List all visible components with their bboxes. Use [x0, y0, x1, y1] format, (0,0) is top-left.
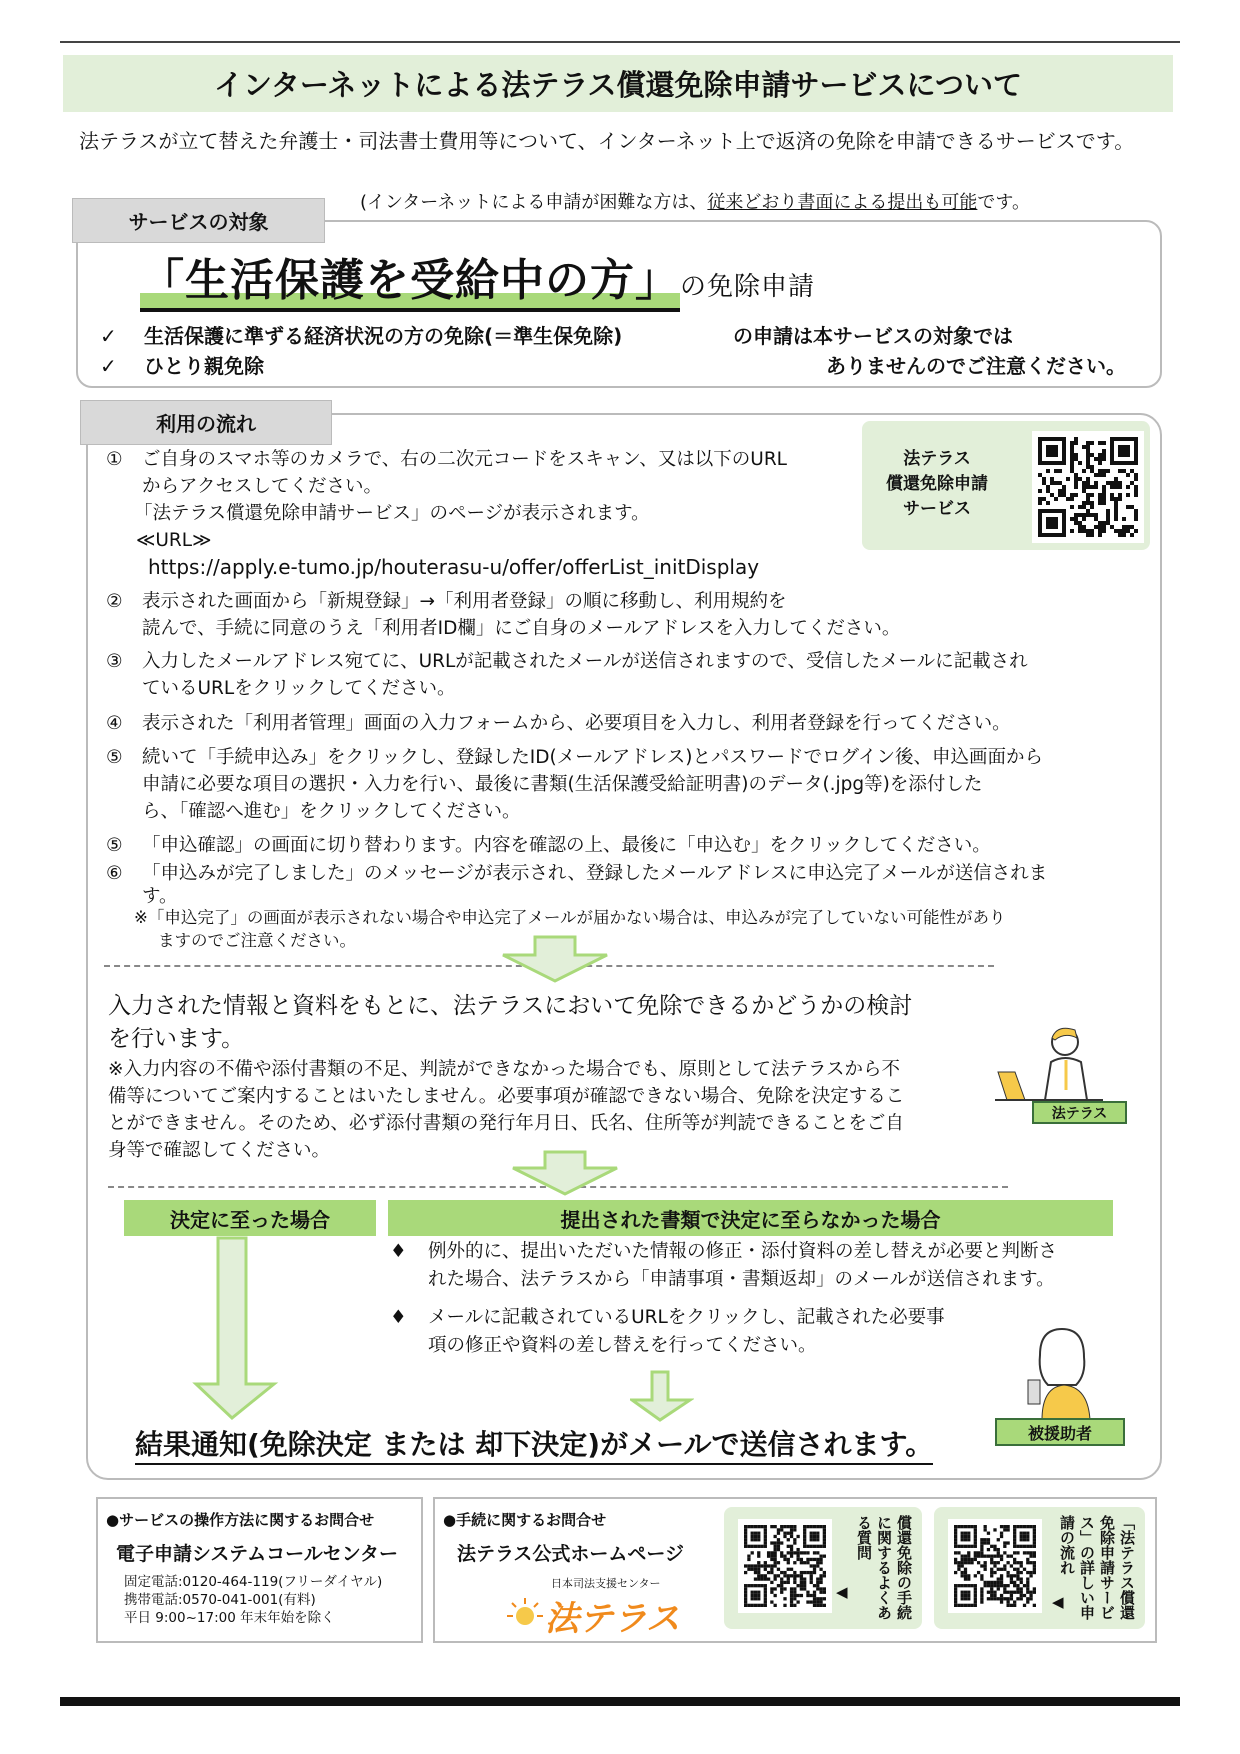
bullet-text: れた場合、法テラスから「申請事項・書類返却」のメールが送信されます。 [428, 1269, 1055, 1290]
houterasu-logo [505, 1575, 680, 1640]
logo-subtitle: 日本司法支援センター [551, 1577, 661, 1590]
logo-text: 法テラス [545, 1599, 680, 1639]
client-illustration-icon [1020, 1325, 1100, 1420]
pointer-icon: ◀ [1052, 1593, 1064, 1611]
qr-label-line: 法テラス [903, 449, 971, 469]
step-text: 入力したメールアドレス宛てに、URLが記載されたメールが送信されますので、受信したメールに記載され [142, 651, 1028, 672]
diamond-bullet-icon: ♦ [390, 1241, 407, 1262]
result-notice: 結果通知(免除決定 または 却下決定)がメールで送信されます。 [135, 1427, 933, 1465]
step-text: ら、「確認へ進む」をクリックしてください。 [142, 801, 521, 822]
bullet-text: 項の修正や資料の差し替えを行ってください。 [428, 1335, 817, 1356]
proc-heading: ●手続に関するお問合せ [443, 1511, 607, 1529]
step-number: ② [106, 591, 123, 612]
step-text: 表示された画面から「新規登録」→「利用者登録」の順に移動し、利用規約を [142, 591, 787, 612]
step-number: ③ [106, 651, 123, 672]
bullet-item [390, 1238, 1120, 1294]
step-number: ⑤ [106, 835, 123, 856]
exclusion-label: ひとり親免除 [144, 354, 264, 378]
review-text [108, 990, 988, 1164]
step-number: ④ [106, 713, 123, 734]
target-heading [140, 244, 815, 308]
decided-label: 決定に至った場合 [124, 1200, 376, 1236]
bullet-item [390, 1304, 1120, 1360]
step-4 [106, 710, 1086, 737]
step-text: す。 [142, 886, 178, 907]
exclusion-item [100, 350, 264, 379]
down-arrow-icon [495, 935, 615, 983]
client-badge: 被援助者 [995, 1418, 1125, 1446]
target-heading-suffix: の免除申請 [680, 272, 816, 302]
qr-label-line: サービス [903, 499, 971, 519]
review-note: とができません。そのため、必ず添付書類の発行年月日、氏名、住所等が判読できることをご自 [108, 1113, 904, 1134]
step-text: 「申込みが完了しました」のメッセージが表示され、登録したメールアドレスに申込完了メールが送信されま [142, 863, 1048, 884]
note-line: ますのでご注意ください。 [158, 931, 356, 950]
flow-qr-code[interactable] [948, 1519, 1042, 1613]
procedure-contact-box [433, 1497, 1157, 1643]
step-3 [106, 648, 1116, 702]
top-rule [60, 41, 1180, 43]
check-icon: ✓ [100, 354, 117, 378]
intro-text: 法テラスが立て替えた弁護士・司法書士費用等について、インターネット上で返済の免除を申請できるサービスです。 [79, 129, 1135, 153]
faq-qr-caption: 償還免除の手続に関するよくある質問 [855, 1515, 913, 1620]
down-arrow-icon [630, 1370, 694, 1422]
pointer-icon: ◀ [836, 1583, 848, 1601]
check-icon: ✓ [100, 324, 117, 348]
staff-illustration-icon [995, 1020, 1105, 1110]
not-decided-label: 提出された書類で決定に至らなかった場合 [388, 1200, 1113, 1236]
step-text: からアクセスしてください。 [142, 476, 382, 497]
service-target-tab: サービスの対象 [72, 198, 325, 243]
landline-number: 固定電話:0120-464-119(フリーダイヤル) [124, 1574, 383, 1590]
step-text: 読んで、手続に同意のうえ「利用者ID欄」にご自身のメールアドレスを入力してください。 [142, 618, 901, 639]
business-hours: 平日 9:00~17:00 年末年始を除く [124, 1610, 335, 1626]
step-text: ているURLをクリックしてください。 [142, 678, 456, 699]
target-heading-main: 「生活保護を受給中の方」 [140, 255, 680, 312]
page-title: インターネットによる法テラス償還免除申請サービスについて [63, 55, 1173, 112]
review-note: 備等についてご案内することはいたしません。必要事項が確認できない場合、免除を決定するこ [108, 1086, 905, 1107]
note-line: ※「申込完了」の画面が表示されない場合や申込完了メールが届かない場合は、申込みが完了していない可能性があり [134, 908, 1006, 927]
usage-flow-tab: 利用の流れ [80, 400, 332, 445]
exclusion-item [100, 320, 622, 349]
step-text: 続いて「手続申込み」をクリックし、登録したID(メールアドレス)とパスワードでログイン後、申込画面から [142, 747, 1044, 768]
service-url-link[interactable]: https://apply.e-tumo.jp/houterasu-u/offer/offerList_initDisplay [148, 555, 760, 579]
diamond-bullet-icon: ♦ [390, 1307, 407, 1328]
ops-contact-box [96, 1497, 423, 1643]
bullet-text: メールに記載されているURLをクリックし、記載された必要事 [428, 1307, 945, 1328]
step-number: ⑤ [106, 747, 123, 768]
step-6 [106, 860, 1116, 907]
review-note: 身等で確認してください。 [108, 1140, 331, 1161]
long-down-arrow-icon [190, 1236, 280, 1421]
exclusion-label: 生活保護に準ずる経済状況の方の免除(＝準生保免除) [144, 324, 623, 348]
faq-qr-code[interactable] [738, 1519, 832, 1613]
flow-qr-panel [934, 1507, 1145, 1629]
mobile-number: 携帯電話:0570-041-001(有料) [124, 1592, 316, 1608]
faq-qr-panel [724, 1507, 922, 1629]
note-prefix: (インターネットによる申請が困難な方は、 [360, 192, 708, 213]
qr-label-line: 償還免除申請 [886, 474, 988, 494]
step-2 [106, 588, 1086, 642]
step-text: 「法テラス償還免除申請サービス」のページが表示されます。 [134, 503, 650, 524]
step-text: 申請に必要な項目の選択・入力を行い、最後に書類(生活保護受給証明書)のデータ(.jpg等)を添付した [142, 774, 983, 795]
review-note: ※入力内容の不備や添付書類の不足、判読ができなかった場合でも、原則として法テラスから不 [108, 1059, 900, 1080]
review-lead: 入力された情報と資料をもとに、法テラスにおいて免除できるかどうかの検討 [108, 993, 913, 1019]
bottom-rule [60, 1697, 1180, 1706]
step-text: 表示された「利用者管理」画面の入力フォームから、必要項目を入力し、利用者登録を行ってください。 [142, 713, 1011, 734]
step-text: 「申込確認」の画面に切り替わります。内容を確認の上、最後に「申込む」をクリックしてください。 [142, 835, 991, 856]
step-number: ⑥ [106, 863, 123, 884]
review-lead: を行います。 [108, 1026, 245, 1052]
note-underlined: 従来どおり書面による提出も可能 [707, 192, 978, 213]
exclusion-note: の申請は本サービスの対象では [733, 324, 1013, 348]
down-arrow-icon [505, 1150, 625, 1196]
step-5 [106, 744, 1086, 825]
step-1 [106, 446, 1086, 581]
note-suffix: です。 [977, 192, 1030, 213]
url-label: ≪URL≫ [136, 530, 212, 551]
paper-option-note [360, 188, 1030, 214]
step-text: ご自身のスマホ等のカメラで、右の二次元コードをスキャン、又は以下のURL [142, 449, 787, 470]
staff-badge: 法テラス [1032, 1101, 1127, 1124]
call-center-name: 電子申請システムコールセンター [116, 1543, 398, 1565]
exclusion-note: ありませんのでご注意ください。 [826, 354, 1126, 378]
flow-qr-caption: 「法テラス償還免除申請サービス」の詳しい申請の流れ [1058, 1515, 1136, 1620]
step-5b [106, 832, 1086, 859]
homepage-label[interactable]: 法テラス公式ホームページ [457, 1543, 685, 1565]
bullet-text: 例外的に、提出いただいた情報の修正・添付資料の差し替えが必要と判断さ [428, 1241, 1058, 1262]
ops-heading: ●サービスの操作方法に関するお問合せ [106, 1511, 375, 1529]
sun-logo-icon [505, 1596, 545, 1636]
step-number: ① [106, 449, 123, 470]
